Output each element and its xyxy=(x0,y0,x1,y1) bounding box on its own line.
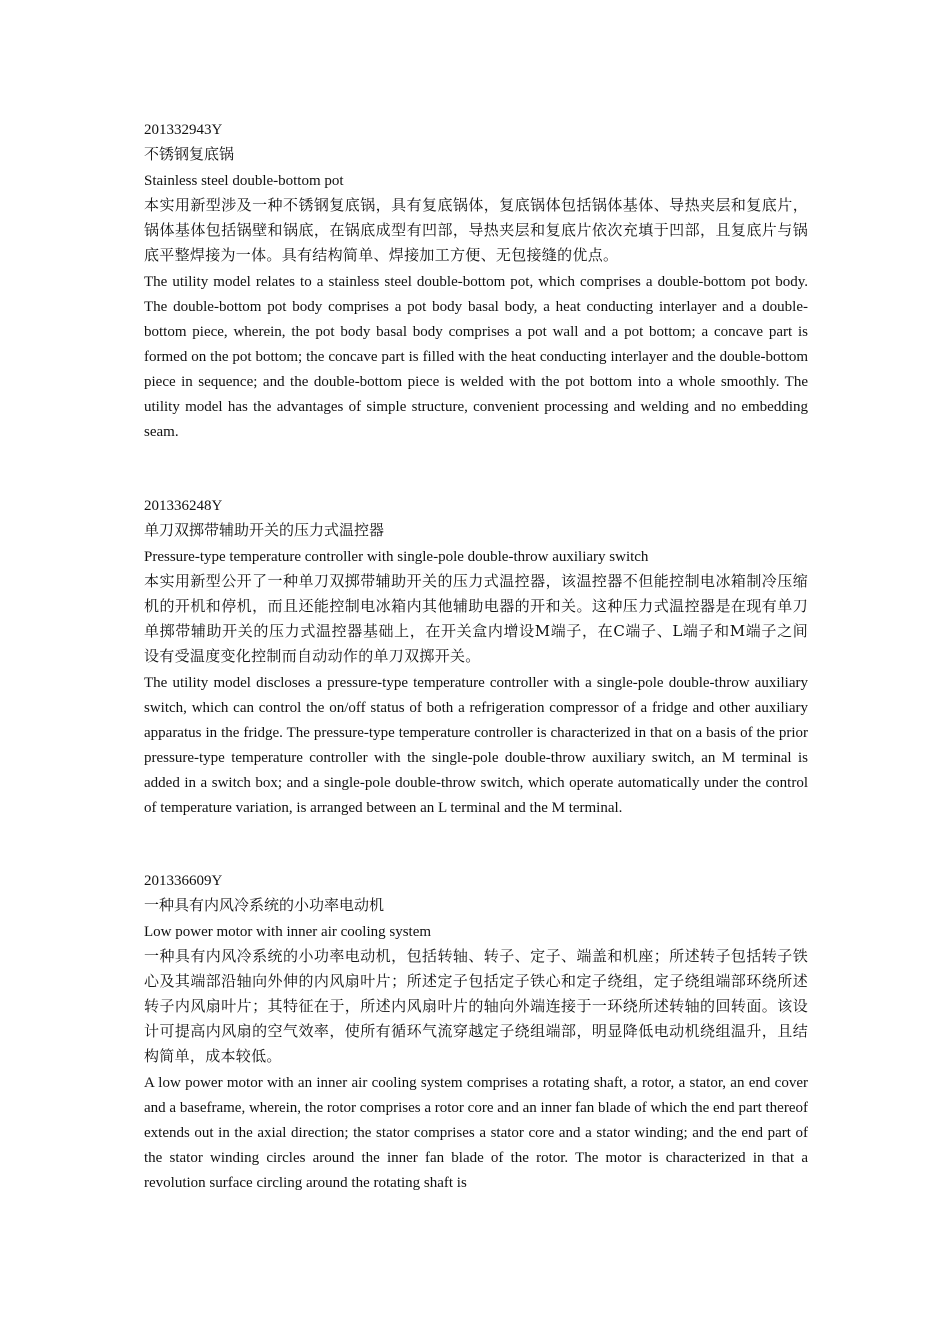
title-english: Stainless steel double-bottom pot xyxy=(144,173,344,189)
title-chinese: 单刀双掷带辅助开关的压力式温控器 xyxy=(144,521,385,539)
patent-number: 201336248Y xyxy=(144,498,223,514)
patent-entry xyxy=(144,118,808,445)
abstract-chinese: 一种具有内风冷系统的小功率电动机，包括转轴、转子、定子、端盖和机座；所述转子包括转子铁心及其端部沿轴向外伸的内风扇叶片；所述定子包括定子铁心和定子绕组，定子绕组端部环绕所述转子内风扇叶片；其特征在于，所述内风扇叶片的轴向外端连接于一环绕所述转轴的回转面。该设计可提高内风扇的空气效率，使所有循环气流穿越定子绕组端部，明显降低电动机绕组温升，且结构简单，成本较低。 xyxy=(144,947,808,1065)
abstract-english: The utility model discloses a pressure-type temperature controller with a single-pole double-throw auxiliary switch, which can control the on/off status of both a refrigeration compressor of a fridge and other auxiliary apparatus in the fridge. The pressure-type temperature controller is characterized in that on a basis of the prior pressure-type temperature controller with the single-pole double-throw auxiliary switch, an M terminal is added in a switch box; and a single-pole double-throw switch, which operate automatically under the control of temperature variation, is arranged between an L terminal and the M terminal. xyxy=(144,675,808,816)
title-english: Pressure-type temperature controller with single-pole double-throw auxiliary switch xyxy=(144,549,649,565)
title-chinese: 不锈钢复底锅 xyxy=(144,145,235,163)
patent-entry xyxy=(144,494,808,821)
section-spacer xyxy=(144,445,808,494)
abstract-chinese: 本实用新型公开了一种单刀双掷带辅助开关的压力式温控器，该温控器不但能控制电冰箱制冷压缩机的开机和停机，而且还能控制电冰箱内其他辅助电器的开和关。这种压力式温控器是在现有单刀单掷带辅助开关的压力式温控器基础上，在开关盒内增设M端子，在C端子、L端子和M端子之间设有受温度变化控制而自动动作的单刀双掷开关。 xyxy=(144,572,808,665)
title-chinese: 一种具有内风冷系统的小功率电动机 xyxy=(144,896,385,914)
section-spacer xyxy=(144,821,808,869)
abstract-english: The utility model relates to a stainless steel double-bottom pot, which comprises a double-bottom pot body. The double-bottom pot body comprises a pot body basal body, a heat conducting interlayer and a double-bottom piece, wherein, the pot body basal body comprises a pot wall and a pot bottom; a concave part is formed on the pot bottom; the concave part is filled with the heat conducting interlayer and the double-bottom piece in sequence; and the double-bottom piece is welded with the pot bottom into a whole smoothly. The utility model has the advantages of simple structure, convenient processing and welding and no embedding seam. xyxy=(144,274,808,440)
abstract-english: A low power motor with an inner air cooling system comprises a rotating shaft, a rotor, a stator, an end cover and a baseframe, wherein, the rotor comprises a rotor core and an inner fan blade of which the end part thereof extends out in the axial direction; the stator comprises a stator core and a stator winding; and the end part of the stator winding circles around the inner fan blade of the rotor. The motor is characterized in that a revolution surface circling around the rotating shaft is xyxy=(144,1075,808,1191)
abstract-chinese: 本实用新型涉及一种不锈钢复底锅，具有复底锅体，复底锅体包括锅体基体、导热夹层和复底片，锅体基体包括锅壁和锅底，在锅底成型有凹部，导热夹层和复底片依次充填于凹部，且复底片与锅底平整焊接为一体。具有结构简单、焊接加工方便、无包接缝的优点。 xyxy=(144,196,808,264)
patent-entry xyxy=(144,869,808,1196)
title-english: Low power motor with inner air cooling system xyxy=(144,924,432,940)
patent-number: 201336609Y xyxy=(144,873,223,889)
patent-number: 201332943Y xyxy=(144,122,223,138)
document-page xyxy=(144,118,808,1196)
